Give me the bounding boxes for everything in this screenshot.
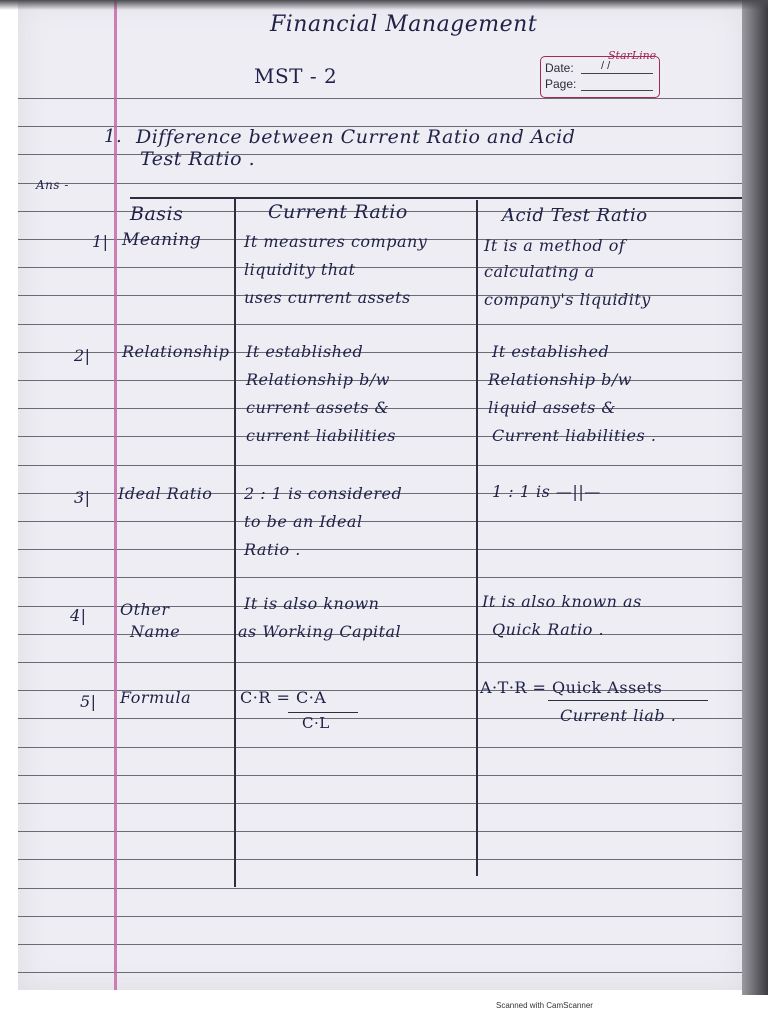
page-title: Financial Management	[270, 12, 538, 37]
row-number: 4|	[70, 606, 87, 625]
table-cell: Ratio .	[244, 540, 301, 559]
row-number: 2|	[74, 346, 91, 365]
header-acid-test-ratio: Acid Test Ratio	[502, 205, 648, 226]
table-divider-2	[476, 200, 478, 876]
question-line-1: Difference between Current Ratio and Acid	[136, 126, 576, 148]
ruled-line	[18, 916, 746, 917]
table-cell: company's liquidity	[484, 290, 651, 309]
date-label: Date:	[545, 61, 574, 75]
page-subtitle: MST - 2	[254, 64, 338, 88]
table-cell: It is also known	[244, 594, 380, 613]
ruled-line	[18, 577, 746, 578]
table-cell: It is also known as	[482, 592, 642, 611]
row-basis-line-1: Other	[120, 600, 170, 619]
ruled-line	[18, 662, 746, 663]
margin-line	[114, 0, 117, 990]
row-basis: Relationship	[122, 342, 230, 361]
ruled-line	[18, 803, 746, 804]
table-cell: It measures company	[244, 232, 428, 251]
table-cell: current liabilities	[246, 426, 396, 445]
table-cell: as Working Capital	[238, 622, 402, 641]
table-cell: Current liabilities .	[492, 426, 657, 445]
table-cell: It established	[492, 342, 610, 361]
table-top-border	[130, 197, 742, 199]
table-cell: liquid assets &	[488, 398, 617, 417]
table-cell: calculating a	[484, 262, 595, 281]
fraction-bar	[548, 700, 708, 701]
row-basis: Formula	[120, 688, 192, 707]
question-number: 1.	[104, 126, 123, 147]
formula-current-ratio: C·R = C·A	[240, 688, 327, 707]
ruled-line	[18, 944, 746, 945]
ruled-line	[18, 747, 746, 748]
row-number: 3|	[74, 488, 91, 507]
page-label: Page:	[545, 77, 577, 91]
ruled-line	[18, 154, 746, 155]
row-number: 1|	[92, 232, 109, 251]
table-cell: It established	[246, 342, 364, 361]
table-cell: Relationship b/w	[488, 370, 632, 389]
answer-label: Ans -	[36, 178, 69, 192]
ruled-line	[18, 972, 746, 973]
ruled-line	[18, 859, 746, 860]
formula-acid-test-ratio: A·T·R = Quick Assets	[480, 678, 663, 697]
page-edge-shadow	[742, 0, 768, 995]
date-value: / /	[601, 60, 611, 72]
scanner-footer: Scanned with CamScanner	[496, 1001, 593, 1010]
row-basis: Ideal Ratio	[118, 484, 213, 503]
row-basis-line-2: Name	[130, 622, 181, 641]
ruled-line	[18, 775, 746, 776]
notebook-page	[18, 0, 746, 990]
table-cell: uses current assets	[244, 288, 411, 307]
page-top-shadow	[0, 0, 768, 10]
table-cell: current assets &	[246, 398, 390, 417]
question-line-2: Test Ratio .	[140, 148, 256, 170]
fraction-bar	[288, 712, 358, 713]
table-cell: to be an Ideal	[244, 512, 363, 531]
table-cell: 1 : 1 is —||—	[492, 482, 601, 501]
ruled-line	[18, 465, 746, 466]
header-basis: Basis	[130, 203, 184, 225]
header-current-ratio: Current Ratio	[268, 201, 408, 223]
table-cell: Relationship b/w	[246, 370, 390, 389]
row-number: 5|	[80, 692, 97, 711]
signature: StarLine	[608, 49, 657, 62]
formula-denominator: Current liab .	[560, 706, 677, 725]
table-divider-1	[234, 197, 236, 887]
ruled-line	[18, 324, 746, 325]
ruled-line	[18, 549, 746, 550]
ruled-line	[18, 267, 746, 268]
ruled-line	[18, 521, 746, 522]
table-cell: 2 : 1 is considered	[244, 484, 403, 503]
ruled-line	[18, 888, 746, 889]
formula-denominator: C·L	[302, 714, 330, 732]
table-cell: Quick Ratio .	[492, 620, 605, 639]
date-page-stamp	[540, 56, 660, 98]
table-cell: It is a method of	[484, 236, 626, 255]
ruled-line	[18, 831, 746, 832]
ruled-line	[18, 98, 746, 99]
row-basis: Meaning	[122, 230, 202, 250]
table-cell: liquidity that	[244, 260, 356, 279]
ruled-line	[18, 183, 746, 184]
